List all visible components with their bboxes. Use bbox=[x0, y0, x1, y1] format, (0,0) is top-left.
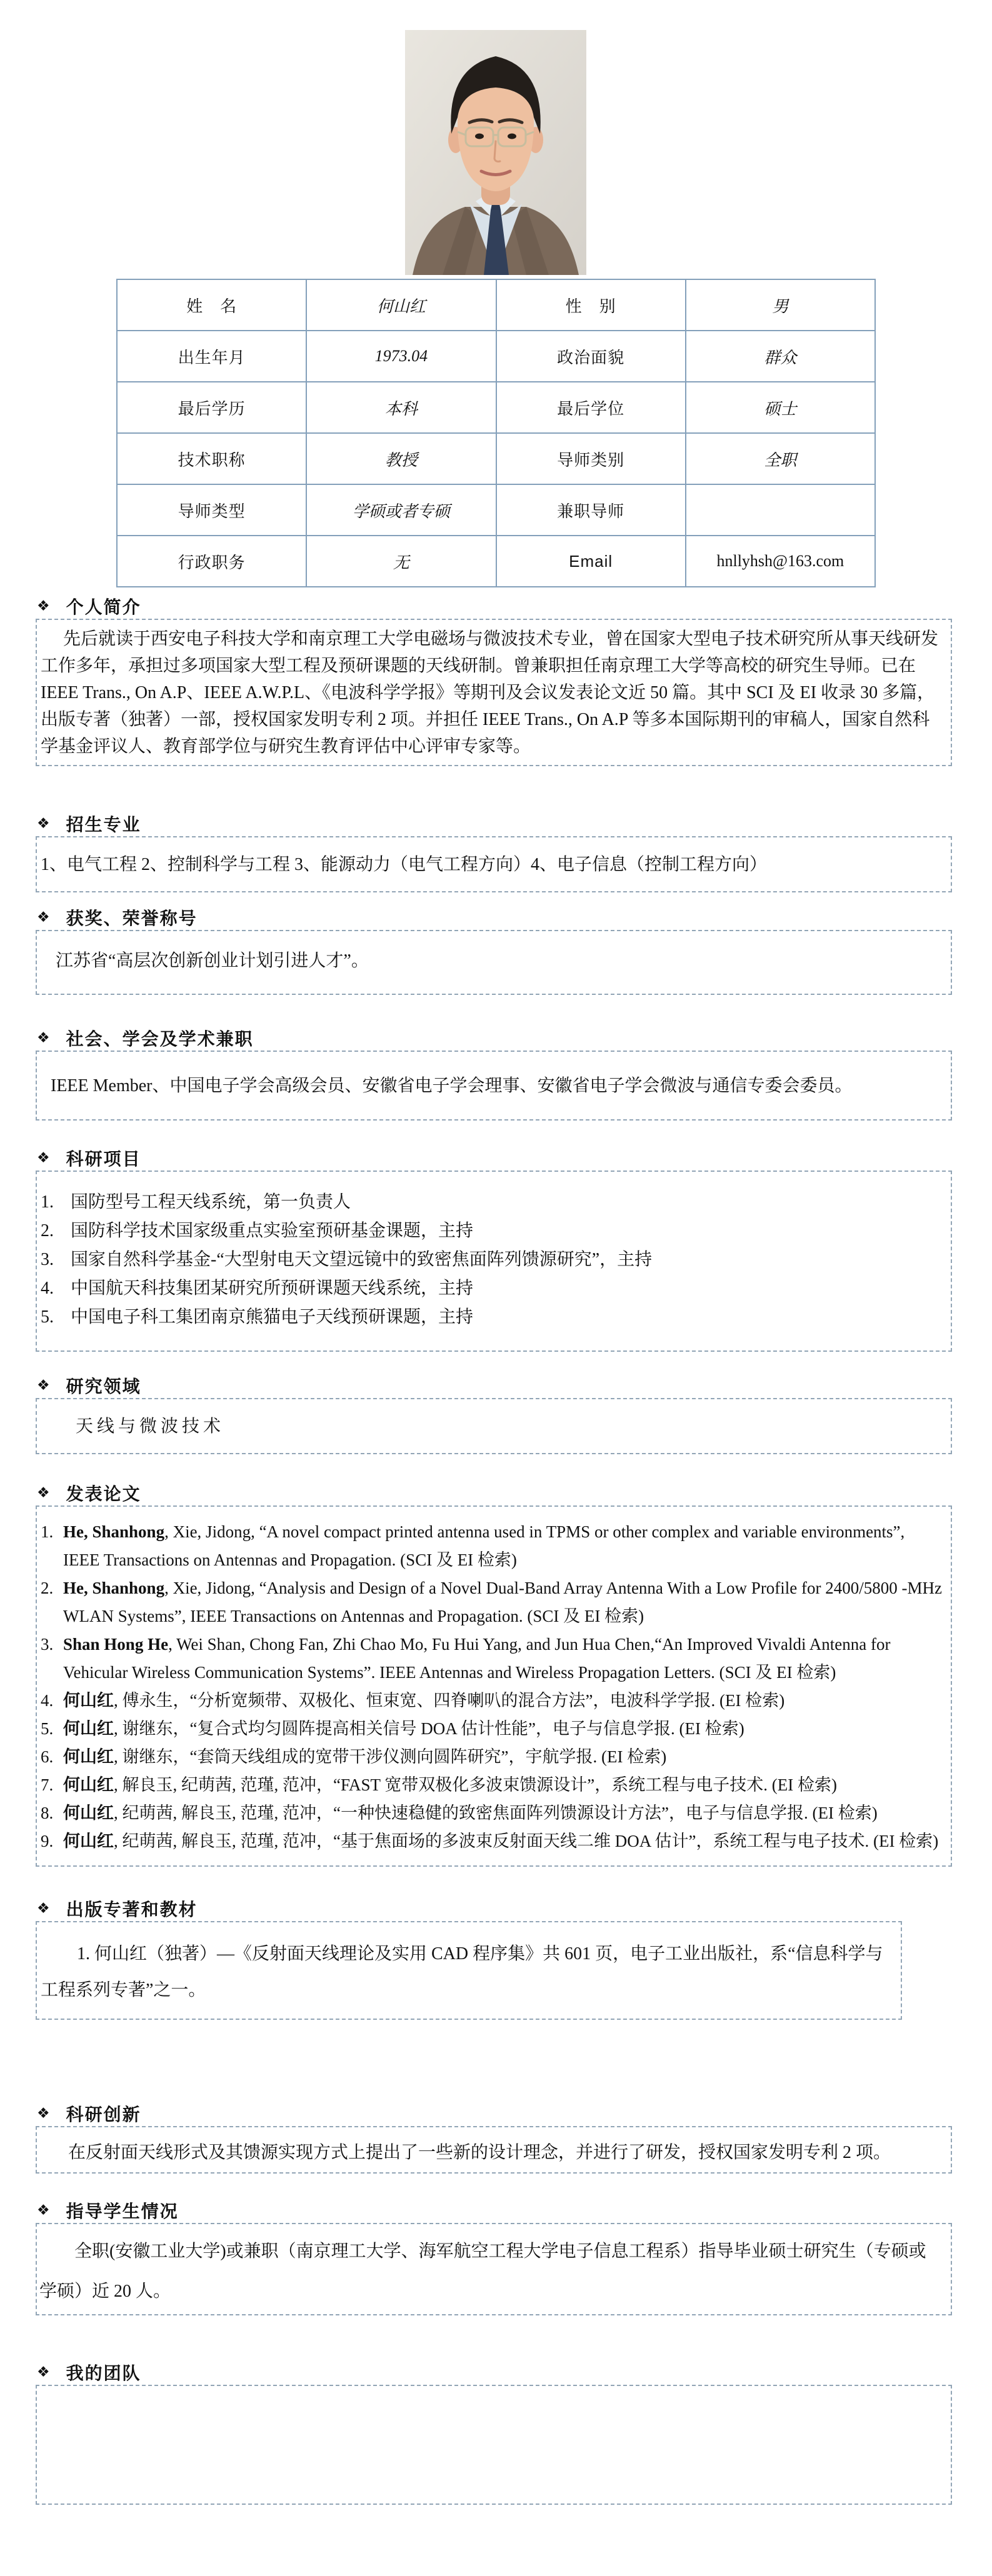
section-research-areas bbox=[36, 1374, 952, 1454]
section-box bbox=[36, 619, 952, 766]
field-label-education: 最后学历 bbox=[117, 382, 306, 433]
section-title: 发表论文 bbox=[66, 1485, 141, 1504]
field-value-political: 群众 bbox=[686, 331, 875, 382]
table-row bbox=[117, 279, 875, 331]
field-value-parttime-supervisor bbox=[686, 484, 875, 536]
section-header bbox=[36, 2361, 952, 2384]
paper-text: He, Shanhong, Xie, Jidong, “A novel compact printed antenna used in TPMS or other complex and variable environments”, IEEE Transactions on Antennas and Propagation. (SCI 及 EI 检索) bbox=[63, 1522, 905, 1569]
portrait-illustration bbox=[405, 30, 586, 275]
paper-authors: He, Shanhong bbox=[63, 1522, 165, 1541]
diamond-bullet-icon: ❖ bbox=[37, 2364, 50, 2380]
section-box bbox=[36, 2126, 952, 2174]
field-value-title: 教授 bbox=[306, 433, 496, 484]
section-title: 指导学生情况 bbox=[66, 2202, 179, 2222]
paper-item bbox=[41, 1715, 943, 1743]
field-value-supervisor-type: 学硕或者专硕 bbox=[306, 484, 496, 536]
project-item bbox=[41, 1303, 943, 1332]
paper-text: 何山红, 谢继东，“复合式均匀圆阵提高相关信号 DOA 估计性能”，电子与信息学报. (EI 检索) bbox=[63, 1719, 744, 1738]
project-item bbox=[41, 1188, 943, 1217]
section-box bbox=[36, 1921, 902, 2020]
section-title: 社会、学会及学术兼职 bbox=[66, 1030, 254, 1049]
diamond-bullet-icon: ❖ bbox=[37, 2105, 50, 2122]
field-value-gender: 男 bbox=[686, 279, 875, 331]
field-label-title: 技术职称 bbox=[117, 433, 306, 484]
table-row bbox=[117, 484, 875, 536]
project-text: 国家自然科学基金-“大型射电天文望远镜中的致密焦面阵列馈源研究”，主持 bbox=[71, 1250, 653, 1269]
field-label-parttime-supervisor: 兼职导师 bbox=[496, 484, 686, 536]
paper-authors: Shan Hong He bbox=[63, 1635, 169, 1654]
section-header bbox=[36, 1897, 952, 1920]
enrollment-majors-text: 1、电气工程 2、控制科学与工程 3、能源动力（电气工程方向）4、电子信息（控制工程方向） bbox=[41, 854, 768, 874]
section-box bbox=[36, 1398, 952, 1454]
paper-text: He, Shanhong, Xie, Jidong, “Analysis and Design of a Novel Dual-Band Array Antenna With a Low Profile for 2400/5800 -MHz WLAN Systems”, IEEE Transactions on Antennas and Propagation. (SCI 及 EI 检索) bbox=[63, 1579, 943, 1625]
innovation-text: 在反射面天线形式及其馈源实现方式上提出了一些新的设计理念，并进行了研发，授权国家发明专利 2 项。 bbox=[68, 2143, 891, 2162]
project-number: 5. bbox=[41, 1307, 54, 1327]
field-value-admin-post: 无 bbox=[306, 536, 496, 587]
table-row bbox=[117, 433, 875, 484]
field-label-political: 政治面貌 bbox=[496, 331, 686, 382]
section-header bbox=[36, 906, 952, 929]
section-my-team bbox=[36, 2361, 952, 2505]
field-value-email: hnllyhsh@163.com bbox=[686, 536, 875, 587]
field-label-name: 姓 名 bbox=[117, 279, 306, 331]
section-title: 获奖、荣誉称号 bbox=[66, 909, 198, 929]
section-header bbox=[36, 1147, 952, 1169]
paper-number: 5. bbox=[41, 1719, 54, 1738]
section-box bbox=[36, 1051, 952, 1121]
section-header bbox=[36, 2199, 952, 2222]
paper-number: 9. bbox=[41, 1832, 54, 1850]
section-student-supervision bbox=[36, 2199, 952, 2315]
paper-authors: 何山红 bbox=[63, 1804, 114, 1822]
section-box bbox=[36, 930, 952, 995]
section-header bbox=[36, 1374, 952, 1397]
profile-table bbox=[116, 279, 876, 587]
project-text: 中国航天科技集团某研究所预研课题天线系统，主持 bbox=[71, 1279, 474, 1298]
paper-item bbox=[41, 1771, 943, 1799]
project-number: 4. bbox=[41, 1279, 54, 1298]
section-title: 科研项目 bbox=[66, 1150, 141, 1169]
project-item bbox=[41, 1217, 943, 1246]
diamond-bullet-icon: ❖ bbox=[37, 1150, 50, 1166]
section-memberships bbox=[36, 1027, 952, 1121]
field-label-supervisor-category: 导师类别 bbox=[496, 433, 686, 484]
paper-number: 2. bbox=[41, 1579, 54, 1597]
paper-authors: 何山红 bbox=[63, 1691, 114, 1710]
project-item bbox=[41, 1246, 943, 1274]
books-text: 1. 何山红（独著）—《反射面天线理论及实用 CAD 程序集》共 601 页，电子工业出版社，系“信息科学与工程系列专著”之一。 bbox=[41, 1944, 883, 2000]
diamond-bullet-icon: ❖ bbox=[37, 2202, 50, 2219]
paper-authors: 何山红 bbox=[63, 1747, 114, 1766]
paper-text: 何山红, 解良玉, 纪萌茜, 范瑾, 范冲，“FAST 宽带双极化多波束馈源设计”，系统工程与电子技术. (EI 检索) bbox=[63, 1775, 837, 1794]
paper-number: 7. bbox=[41, 1775, 54, 1794]
field-value-supervisor-category: 全职 bbox=[686, 433, 875, 484]
project-text: 国防型号工程天线系统，第一负责人 bbox=[71, 1192, 351, 1212]
paper-text: 何山红, 纪萌茜, 解良玉, 范瑾, 范冲，“一种快速稳健的致密焦面阵列馈源设计方法”，电子与信息学报. (EI 检索) bbox=[63, 1804, 878, 1822]
paper-item bbox=[41, 1799, 943, 1827]
paper-text: Shan Hong He, Wei Shan, Chong Fan, Zhi Chao Mo, Fu Hui Yang, and Jun Hua Chen,“An Improved Vivaldi Antenna for Vehicular Wireless Communication Systems”. IEEE Antennas and Wireless Propagation Letters. (SCI 及 EI 检索) bbox=[63, 1635, 891, 1682]
diamond-bullet-icon: ❖ bbox=[37, 816, 50, 832]
paper-number: 6. bbox=[41, 1747, 54, 1766]
paper-authors: 何山红 bbox=[63, 1832, 114, 1850]
section-header bbox=[36, 2102, 952, 2125]
field-value-degree: 硕士 bbox=[686, 382, 875, 433]
section-published-books bbox=[36, 1897, 952, 2020]
section-research-innovation bbox=[36, 2102, 952, 2174]
field-label-degree: 最后学位 bbox=[496, 382, 686, 433]
section-title: 出版专著和教材 bbox=[66, 1900, 198, 1920]
student-supervision-text: 全职(安徽工业大学)或兼职（南京理工大学、海军航空工程大学电子信息工程系）指导毕业硕士研究生（专硕或学硕）近 20 人。 bbox=[39, 2242, 926, 2301]
field-value-education: 本科 bbox=[306, 382, 496, 433]
section-box bbox=[36, 1171, 952, 1352]
paper-item bbox=[41, 1743, 943, 1771]
intro-text: 先后就读于西安电子科技大学和南京理工大学电磁场与微波技术专业，曾在国家大型电子技术研究所从事天线研发工作多年，承担过多项国家大型工程及预研课题的天线研制。曾兼职担任南京理工大学等高校的研究生导师。已在 IEEE Trans., On A.P、IEEE A.W.P.L、《电波科学学报》等期刊及会议发表论文近 50 篇。其中 SCI 及 EI 收录 30 多篇，出版专著（独著）一部，授权国家发明专利 2 项。并担任 IEEE Trans., On A.P 等多本国际期刊的审稿人，国家自然科学基金评议人、教育部学位与研究生教育评估中心评审专家等。 bbox=[41, 629, 939, 756]
section-awards bbox=[36, 906, 952, 995]
paper-item bbox=[41, 1574, 943, 1630]
section-box bbox=[36, 2223, 952, 2315]
paper-text: 何山红, 谢继东，“套筒天线组成的宽带干涉仪测向圆阵研究”，宇航学报. (EI 检索) bbox=[63, 1747, 667, 1766]
field-label-email: Email bbox=[496, 536, 686, 587]
paper-number: 3. bbox=[41, 1635, 54, 1654]
section-enrollment-majors bbox=[36, 812, 952, 892]
section-header bbox=[36, 812, 952, 835]
diamond-bullet-icon: ❖ bbox=[37, 1485, 50, 1501]
field-label-gender: 性 别 bbox=[496, 279, 686, 331]
table-row bbox=[117, 382, 875, 433]
section-research-projects bbox=[36, 1147, 952, 1352]
paper-number: 1. bbox=[41, 1522, 54, 1541]
project-text: 中国电子科工集团南京熊猫电子天线预研课题，主持 bbox=[71, 1307, 474, 1327]
paper-number: 4. bbox=[41, 1691, 54, 1710]
section-box bbox=[36, 1505, 952, 1867]
section-title: 个人简介 bbox=[66, 598, 141, 617]
paper-item bbox=[41, 1630, 943, 1687]
diamond-bullet-icon: ❖ bbox=[37, 1377, 50, 1394]
paper-item bbox=[41, 1687, 943, 1715]
field-value-birth: 1973.04 bbox=[306, 331, 496, 382]
paper-number: 8. bbox=[41, 1804, 54, 1822]
paper-authors: 何山红 bbox=[63, 1775, 114, 1794]
project-number: 2. bbox=[41, 1221, 54, 1241]
paper-authors: He, Shanhong bbox=[63, 1579, 165, 1597]
project-item bbox=[41, 1274, 943, 1303]
memberships-text: IEEE Member、中国电子学会高级会员、安徽省电子学会理事、安徽省电子学会微波与通信专委会委员。 bbox=[51, 1076, 853, 1096]
section-header bbox=[36, 1482, 952, 1504]
paper-authors: 何山红 bbox=[63, 1719, 114, 1738]
project-number: 1. bbox=[41, 1192, 54, 1212]
table-row bbox=[117, 331, 875, 382]
diamond-bullet-icon: ❖ bbox=[37, 1030, 50, 1046]
section-title: 科研创新 bbox=[66, 2105, 141, 2125]
diamond-bullet-icon: ❖ bbox=[37, 1900, 50, 1917]
paper-item bbox=[41, 1827, 943, 1855]
paper-item bbox=[41, 1518, 943, 1574]
project-text: 国防科学技术国家级重点实验室预研基金课题，主持 bbox=[71, 1221, 474, 1241]
section-header bbox=[36, 595, 952, 617]
field-label-supervisor-type: 导师类型 bbox=[117, 484, 306, 536]
section-personal-intro bbox=[36, 595, 952, 766]
section-box bbox=[36, 2385, 952, 2505]
field-label-admin-post: 行政职务 bbox=[117, 536, 306, 587]
section-published-papers bbox=[36, 1482, 952, 1867]
research-areas-text: 天线与微波技术 bbox=[76, 1416, 225, 1436]
field-label-birth: 出生年月 bbox=[117, 331, 306, 382]
project-number: 3. bbox=[41, 1250, 54, 1269]
table-row bbox=[117, 536, 875, 587]
section-title: 招生专业 bbox=[66, 816, 141, 835]
section-box bbox=[36, 836, 952, 892]
section-title: 我的团队 bbox=[66, 2364, 141, 2384]
awards-text: 江苏省“高层次创新创业计划引进人才”。 bbox=[56, 951, 369, 971]
field-value-name: 何山红 bbox=[306, 279, 496, 331]
section-title: 研究领域 bbox=[66, 1377, 141, 1397]
diamond-bullet-icon: ❖ bbox=[37, 909, 50, 926]
paper-text: 何山红, 傅永生，“分析宽频带、双极化、恒束宽、四脊喇叭的混合方法”，电波科学学报. (EI 检索) bbox=[63, 1691, 785, 1710]
portrait-photo bbox=[405, 30, 586, 275]
paper-text: 何山红, 纪萌茜, 解良玉, 范瑾, 范冲，“基于焦面场的多波束反射面天线二维 DOA 估计”，系统工程与电子技术. (EI 检索) bbox=[63, 1832, 939, 1850]
section-header bbox=[36, 1027, 952, 1049]
diamond-bullet-icon: ❖ bbox=[37, 598, 50, 614]
